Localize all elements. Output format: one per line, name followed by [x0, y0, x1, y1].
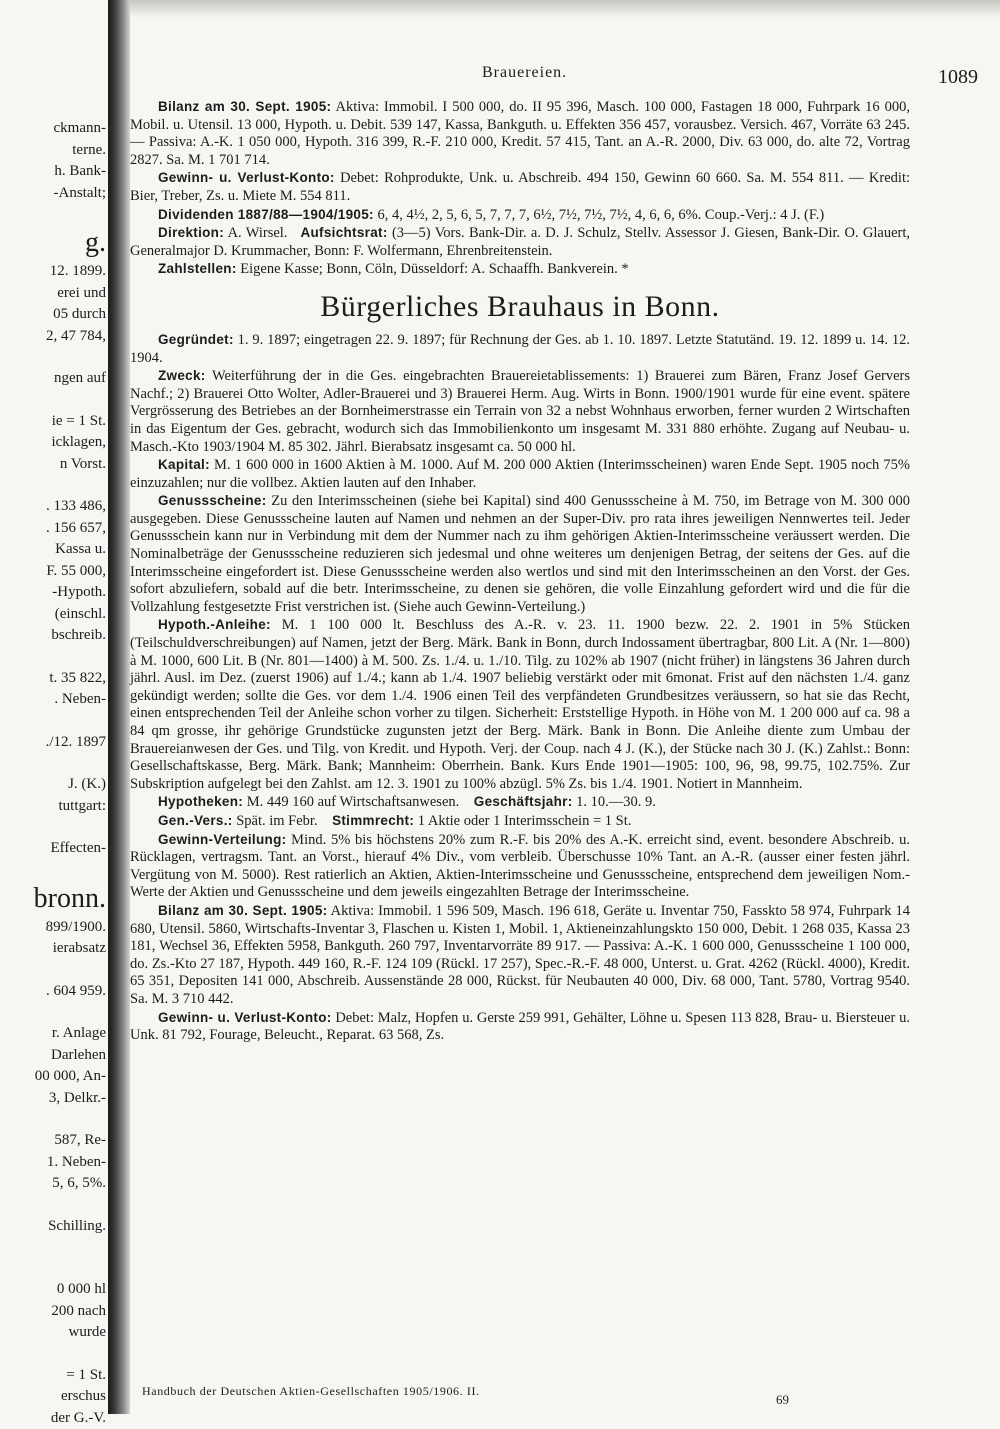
facing-page-line [0, 860, 106, 881]
facing-page-line: der G.-V. [0, 1408, 106, 1429]
prev-gewinn [130, 169, 910, 205]
facing-page-column [0, 118, 106, 1429]
facing-page-line: Darlehen [0, 1045, 106, 1067]
prev-gewinn-text: Debet: Rohprodukte, Unk. u. Abschreib. 494 150, Gewinn 60 660. Sa. M. 554 811. — Kredit: Bier, Treber, Zs. u. Miete M. 554 811. [130, 170, 910, 204]
running-head: Brauereien. [482, 64, 567, 82]
facing-page-line: ie = 1 St. [0, 411, 106, 433]
facing-page-line: Schilling. [0, 1216, 106, 1238]
section-paragraph [130, 902, 910, 1009]
section-paragraph [130, 616, 910, 793]
prev-bilanz [130, 98, 910, 169]
facing-page-line: . 156 657, [0, 518, 106, 540]
section-label: Hypotheken: [158, 794, 243, 809]
section-text: Weiterführung der in die Ges. eingebrachten Brauereietablissements: 1) Brauerei zum Bären, Franz Josef Gervers Nachf.; 2) Brauerei Otto Wolter, Adler-Brauerei und 3) Brauerei Herm. Aug. Wirts in Bonn. 1900/1901 wurde für eine event. spätere Vergrösserung des Betriebes an der Bornheimerstrasse ein Terrain von 32 a nebst Wohnhaus erworben, ferner wurden 2 Wirtschaften in das Eigentum der Ges. gebracht, wodurch sich das Immobilienkonto um insgesamt M. 331 880 erhöhte. Zugang auf Neubau- u. Masch.-Kto 1903/1904 M. 85 302. Jährl. Bierabsatz insgesamt ca. 50 000 hl. [130, 368, 910, 454]
section-text-secondary: 1 Aktie oder 1 Interimsschein = 1 St. [418, 813, 632, 829]
section-label: Genussscheine: [158, 493, 267, 508]
section-text: M. 1 600 000 in 1600 Aktien à M. 1000. Auf M. 200 000 Aktien (Interimsscheinen) waren Ende Sept. 1905 noch 75% einzuzahlen; nur die vollbez. Aktien lauten auf den Inhaber. [130, 457, 910, 491]
facing-page-line: ngen auf [0, 368, 106, 390]
facing-page-line: Kassa u. [0, 539, 106, 561]
prev-dividenden-label: Dividenden 1887/88—1904/1905: [158, 207, 374, 222]
section-label: Bilanz am 30. Sept. 1905: [158, 903, 327, 918]
section-label: Hypoth.-Anleihe: [158, 617, 271, 632]
section-text: Spät. im Febr. [236, 813, 317, 829]
section-paragraph [130, 812, 910, 831]
facing-page-line: Effecten- [0, 838, 106, 860]
prev-dividenden [130, 206, 910, 225]
prev-direktion [130, 224, 910, 260]
facing-page-line [0, 347, 106, 368]
facing-page-line [0, 1195, 106, 1216]
facing-page-line [0, 1237, 106, 1258]
facing-page-line [0, 204, 106, 225]
section-label: Gewinn-Verteilung: [158, 832, 286, 847]
section-paragraph [130, 793, 910, 812]
section-text: M. 1 100 000 lt. Beschluss des A.-R. v. 23. 11. 1900 bezw. 22. 2. 1901 in 5% Stücken (Teilschuldverschreibungen) auf Namen, jetzt der Berg. Märk. Bank in Bonn, durch Indossament übertragbar, 800 Lit. A (Nr. 1—800) à M. 1000, 600 Lit. B (Nr. 801—1400) à M. 500. Zs. 1./4. u. 1./10. Tilg. zu 102% ab 1907 (nicht früher) in längstens 36 Jahren durch jährl. Ausl. im Dez. (zuerst 1906) auf 1./4.; kann ab 1./4. 1907 beliebig verstärkt oder mit 6monat. Frist auf den nächsten 1./4. ganz gekündigt werden; sollte die Ges. vor dem 1./4. 1906 einen Teil des verpfändeten Grundbesitzes veräussern, so hat sie das Recht, einen entsprechenden Teil der Anleihe schon vorher zu tilgen. Sicherheit: Erststellige Hypoth. in Höhe von M. 1 200 000 auf ca. 98 a 84 qm grosse, ihr gehörige Grundstücke zugunsten jetzt der Berg. Märk. Bank in Bonn. Die Anleihe diente zum Umbau der Brauereianwesen der Ges. und Tilg. von Kredit. und Hypoth. Verj. der Coup. nach 4 J. (K.), der Stücke nach 30 J. (K.) Zahlst.: Bonn: Gesellschaftskasse, Berg. Märk. Bank; Mannheim: Oberrhein. Bank. Kurs Ende 1901—1905: 100, 96, 98, 99.75, 102.75%. Zur Subskription aufgelegt bei den Zahlst. am 12. 3. 1901 zu 100% abzügl. 5% Zs. bis 1./4. 1901. Notiert in Mannheim. [130, 617, 910, 791]
section-text: Aktiva: Immobil. 1 596 509, Masch. 196 618, Geräte u. Inventar 750, Fasskto 58 974, Fuhrpark 14 680, Utensil. 5860, Wirtschafts-Inventar 3, Flaschen u. Kisten 1, Mobil. 1, Aktieneinzahlungskto 150 000, Debit. 1 268 035, Kassa 23 181, Wechsel 36, Effekten 5958, Bankguth. 260 797, Inventarvorräte 89 917. — Passiva: A.-K. 1 600 000, Genussscheine 1 100 000, do. Zs.-Kto 27 187, Hypoth. 449 160, R.-F. 124 109 (Rückl. 17 257), Spec.-R.-F. 48 000, Unterst. u. Grat. 4262 (Rückl. 4000), Kredit. 65 351, Depositen 141 000, Abschreib. Aussenstände 28 000, Rückst. für Neubauten 40 000, Div. 68 000, Tant. 5780, Vortrag 9540. Sa. M. 3 710 442. [130, 903, 910, 1007]
facing-page-line: r. Anlage [0, 1023, 106, 1045]
facing-page-line: t. 35 822, [0, 668, 106, 690]
section-label-secondary: Geschäftsjahr: [474, 794, 573, 809]
facing-page-line: ckmann- [0, 118, 106, 140]
prev-direktion-label: Direktion: [158, 225, 224, 240]
prev-zahlstellen-label: Zahlstellen: [158, 261, 237, 276]
facing-page-line: . 133 486, [0, 496, 106, 518]
section-text: Debet: Malz, Hopfen u. Gerste 259 991, Gehälter, Löhne u. Spesen 113 828, Brau- u. Biersteuer u. Unk. 81 792, Fourage, Beleucht., Reparat. 63 568, Zs. [130, 1010, 910, 1044]
section-text-secondary: 1. 10.—30. 9. [576, 794, 656, 810]
facing-page-line: terne. [0, 140, 106, 162]
facing-page-line: 12. 1899. [0, 261, 106, 283]
facing-page-line [0, 711, 106, 732]
facing-page-line [0, 647, 106, 668]
facing-page-line: . Neben- [0, 689, 106, 711]
book-gutter [108, 0, 130, 1414]
section-label: Zweck: [158, 368, 206, 383]
facing-page-line [0, 1002, 106, 1023]
section-paragraph [130, 331, 910, 367]
facing-page-line: 0 000 hl [0, 1279, 106, 1301]
section-text: Mind. 5% bis höchstens 20% zum R.-F. bis 20% des A.-K. erreicht sind, event. besondere Abschreib. u. Rücklagen, vertragsm. Tant. an Vorst., hierauf 4% Div., vom verbleib. Überschusse 10% Tant. an A.-R. (ausser einer festen jährl. Vergütung von M. 5000). Rest ratierlich an Aktien, Aktien-Interimsscheine und Genussscheine, entsprechend dem jeweiligen Nom.-Werte der Aktien und Genussscheine und dem jeweils eingezahlten Betrage der Interimsscheine. [130, 832, 910, 901]
facing-page-line: J. (K.) [0, 774, 106, 796]
facing-page-line: bschreib. [0, 625, 106, 647]
facing-page-line: wurde [0, 1322, 106, 1344]
footer-signature: 69 [776, 1392, 789, 1408]
facing-page-line: (einschl. [0, 604, 106, 626]
footer-source: Handbuch der Deutschen Aktien-Gesellschaften 1905/1906. II. [142, 1384, 480, 1399]
section-paragraph [130, 492, 910, 616]
facing-page-line: -Hypoth. [0, 582, 106, 604]
scan-top-shadow [108, 0, 1000, 18]
section-paragraph [130, 367, 910, 456]
facing-page-line: 5, 6, 5%. [0, 1173, 106, 1195]
facing-page-line: 05 durch [0, 304, 106, 326]
company-sections [130, 331, 910, 1045]
facing-page-line: erei und [0, 283, 106, 305]
facing-page-line: bronn. [0, 881, 106, 917]
facing-page-line: = 1 St. [0, 1365, 106, 1387]
prev-zahlstellen-text: Eigene Kasse; Bonn, Cöln, Düsseldorf: A. Schaaffh. Bankverein. * [240, 261, 628, 277]
facing-page-line: -Anstalt; [0, 183, 106, 205]
facing-page-line: 3, Delkr.- [0, 1088, 106, 1110]
section-text: Zu den Interimsscheinen (siehe bei Kapital) sind 400 Genussscheine à M. 750, im Betrage von M. 300 000 ausgegeben. Diese Genussscheine lauten auf Namen und nehmen an der Super-Div. pro rata ihres jeweiligen Nennwertes teil. Jeder Genussschein kann nur in Verbindung mit dem der Nummer nach zu ihm gehörigen Aktien-Interimsscheine veräussert werden. Die Nominalbeträge der Genussscheine reduzieren sich jedesmal und ohne weiteres um denjenigen Betrag, der seitens der Ges. auf die Interimsscheine eingefordert ist. Diese Genussscheine werden also wertlos und sind mit den Interimsscheinen an den Vorst. der Ges. sofort abzuliefern, sobald auf die betr. Interimsscheine, zu denen sie gehören, die volle Einzahlung gefordert wird und die für die Vollzahlung festgesetzte Frist verstrichen ist. (Siehe auch Gewinn-Verteilung.) [130, 493, 910, 615]
facing-page-line: h. Bank- [0, 161, 106, 183]
section-paragraph [130, 831, 910, 902]
facing-page-line: icklagen, [0, 432, 106, 454]
facing-page-line [0, 1258, 106, 1279]
facing-page-line: 1. Neben- [0, 1152, 106, 1174]
facing-page-line: 200 nach [0, 1301, 106, 1323]
facing-page-line: 899/1900. [0, 917, 106, 939]
section-label: Gegründet: [158, 332, 234, 347]
prev-aufsichtsrat-text: (3—5) Vors. Bank-Dir. a. D. J. Schulz, Stellv. Assessor J. Giesen, Bank-Dir. O. Glauert, Generalmajor D. Krummacher, Bonn: F. Wolfermann, Ehrenbreitenstein. [130, 225, 910, 259]
facing-page-line [0, 817, 106, 838]
section-label: Gewinn- u. Verlust-Konto: [158, 1010, 332, 1025]
company-title: Bürgerliches Brauhaus in Bonn. [130, 289, 910, 325]
facing-page-line [0, 390, 106, 411]
main-column [130, 98, 910, 1045]
facing-page-line: 00 000, An- [0, 1066, 106, 1088]
facing-page-line: . 604 959. [0, 981, 106, 1003]
section-label: Gen.-Vers.: [158, 813, 233, 828]
facing-page-line: 2, 47 784, [0, 326, 106, 348]
facing-page-line [0, 753, 106, 774]
page-number: 1089 [938, 66, 978, 89]
section-label-secondary: Stimmrecht: [332, 813, 414, 828]
facing-page-line [0, 1109, 106, 1130]
facing-page-line [0, 475, 106, 496]
prev-gewinn-label: Gewinn- u. Verlust-Konto: [158, 170, 335, 185]
facing-page-line: 587, Re- [0, 1130, 106, 1152]
section-paragraph [130, 456, 910, 492]
prev-aufsichtsrat-label: Aufsichtsrat: [300, 225, 387, 240]
section-text: M. 449 160 auf Wirtschaftsanwesen. [247, 794, 460, 810]
prev-bilanz-text: Aktiva: Immobil. I 500 000, do. II 95 396, Masch. 100 000, Fastagen 18 000, Fuhrpark 16 000, Mobil. u. Utensil. 13 000, Hypoth. u. Debit. 539 147, Kassa, Bankguth. u. Effekten 356 457, vorausbez. Versich. 467, Vorräte 63 245. — Passiva: A.-K. 1 050 000, Hypoth. 316 399, R.-F. 210 000, Kredit. 57 415, Tant. an A.-R. 2000, Div. 63 000, do. alte 72, Vortrag 2827. Sa. M. 1 701 714. [130, 99, 910, 168]
facing-page-line [0, 960, 106, 981]
section-label: Kapital: [158, 457, 210, 472]
facing-page-line: erschus [0, 1386, 106, 1408]
prev-bilanz-label: Bilanz am 30. Sept. 1905: [158, 99, 331, 114]
prev-direktion-text: A. Wirsel. [228, 225, 288, 241]
section-paragraph [130, 1009, 910, 1045]
facing-page-line: tuttgart: [0, 796, 106, 818]
section-text: 1. 9. 1897; eingetragen 22. 9. 1897; für Rechnung der Ges. ab 1. 10. 1897. Letzte Statutänd. 19. 12. 1899 u. 14. 12. 1904. [130, 332, 910, 366]
prev-zahlstellen [130, 260, 910, 279]
facing-page-line [0, 1344, 106, 1365]
facing-page-line: ./12. 1897 [0, 732, 106, 754]
prev-dividenden-text: 6, 4, 4½, 2, 5, 6, 5, 7, 7, 7, 6½, 7½, 7½, 7½, 4, 6, 6, 6%. Coup.-Verj.: 4 J. (F.) [377, 207, 824, 223]
facing-page-line: ierabsatz [0, 938, 106, 960]
facing-page-line: g. [0, 225, 106, 261]
facing-page-line: F. 55 000, [0, 561, 106, 583]
facing-page-line: n Vorst. [0, 454, 106, 476]
